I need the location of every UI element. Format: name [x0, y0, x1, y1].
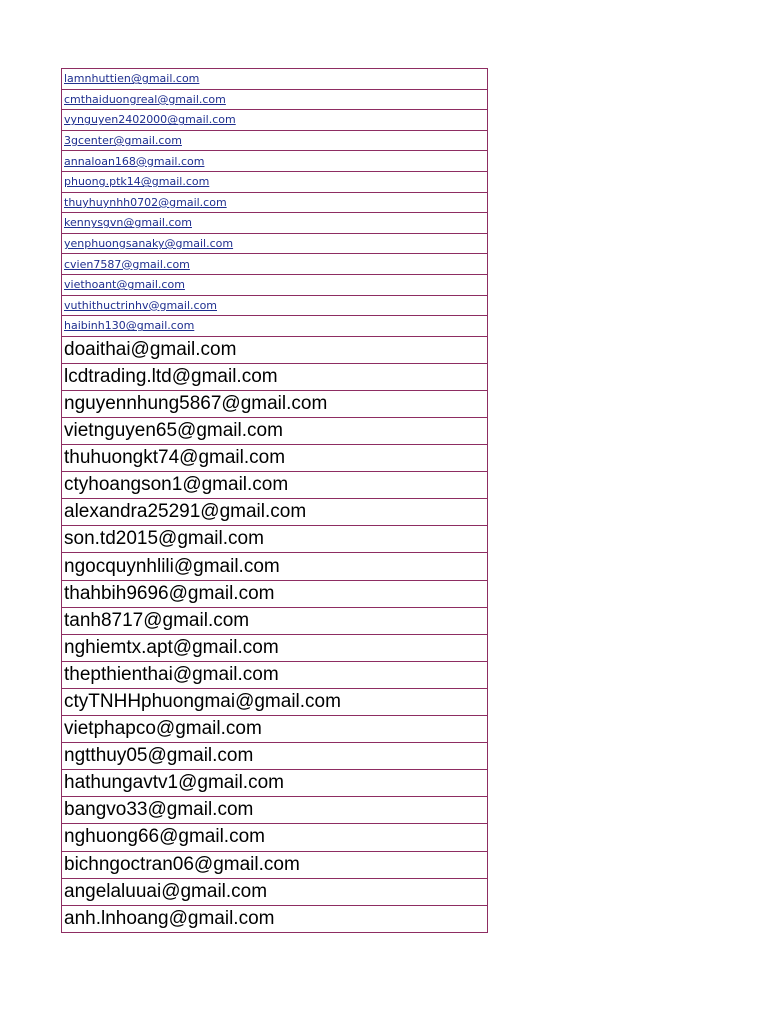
email-link[interactable]: thuyhuynhh0702@gmail.com — [64, 195, 227, 209]
table-row — [62, 130, 488, 151]
email-link[interactable]: viethoant@gmail.com — [64, 278, 185, 292]
table-row — [62, 743, 488, 770]
email-cell: alexandra25291@gmail.com — [62, 499, 488, 526]
table-row — [62, 472, 488, 499]
email-cell — [62, 192, 488, 213]
email-link[interactable]: annaloan168@gmail.com — [64, 154, 205, 168]
table-row — [62, 254, 488, 275]
email-cell — [62, 274, 488, 295]
table-row — [62, 445, 488, 472]
email-cell: ngtthuy05@gmail.com — [62, 743, 488, 770]
email-link[interactable]: vynguyen2402000@gmail.com — [64, 113, 236, 127]
email-cell — [62, 110, 488, 131]
table-row — [62, 634, 488, 661]
email-cell: thahbih9696@gmail.com — [62, 580, 488, 607]
table-row — [62, 607, 488, 634]
table-row — [62, 661, 488, 688]
email-cell — [62, 130, 488, 151]
table-row — [62, 274, 488, 295]
table-row — [62, 69, 488, 90]
email-cell: ctyhoangson1@gmail.com — [62, 472, 488, 499]
email-cell: tanh8717@gmail.com — [62, 607, 488, 634]
email-cell: son.td2015@gmail.com — [62, 526, 488, 553]
table-row — [62, 390, 488, 417]
table-row — [62, 363, 488, 390]
table-row — [62, 233, 488, 254]
email-link[interactable]: haibinh130@gmail.com — [64, 319, 195, 333]
email-link[interactable]: vuthithuctrinhv@gmail.com — [64, 298, 218, 312]
table-row — [62, 171, 488, 192]
email-link[interactable]: phuong.ptk14@gmail.com — [64, 175, 210, 189]
table-row — [62, 824, 488, 851]
table-row — [62, 851, 488, 878]
email-cell: lcdtrading.ltd@gmail.com — [62, 363, 488, 390]
table-row — [62, 295, 488, 316]
email-cell — [62, 69, 488, 90]
table-row — [62, 580, 488, 607]
email-link[interactable]: yenphuongsanaky@gmail.com — [64, 237, 234, 251]
table-row — [62, 716, 488, 743]
email-cell: nghiemtx.apt@gmail.com — [62, 634, 488, 661]
email-cell: angelaluuai@gmail.com — [62, 878, 488, 905]
email-cell: thuhuongkt74@gmail.com — [62, 445, 488, 472]
table-row — [62, 526, 488, 553]
table-row — [62, 905, 488, 932]
table-row — [62, 336, 488, 363]
email-cell — [62, 171, 488, 192]
email-link[interactable]: lamnhuttien@gmail.com — [64, 72, 200, 86]
email-cell: vietnguyen65@gmail.com — [62, 418, 488, 445]
email-cell: bangvo33@gmail.com — [62, 797, 488, 824]
table-row — [62, 418, 488, 445]
email-link[interactable]: 3gcenter@gmail.com — [64, 134, 182, 148]
email-cell: vietphapco@gmail.com — [62, 716, 488, 743]
table-row — [62, 553, 488, 580]
email-table-body — [62, 69, 488, 933]
email-cell: bichngoctran06@gmail.com — [62, 851, 488, 878]
table-row — [62, 797, 488, 824]
table-row — [62, 110, 488, 131]
email-cell — [62, 89, 488, 110]
email-cell: hathungavtv1@gmail.com — [62, 770, 488, 797]
table-row — [62, 770, 488, 797]
table-row — [62, 192, 488, 213]
email-cell: ngocquynhlili@gmail.com — [62, 553, 488, 580]
email-cell: doaithai@gmail.com — [62, 336, 488, 363]
table-row — [62, 151, 488, 172]
email-cell: nghuong66@gmail.com — [62, 824, 488, 851]
email-cell: ctyTNHHphuongmai@gmail.com — [62, 688, 488, 715]
email-table — [61, 68, 488, 933]
table-row — [62, 878, 488, 905]
email-cell: anh.lnhoang@gmail.com — [62, 905, 488, 932]
email-cell — [62, 233, 488, 254]
email-cell — [62, 254, 488, 275]
email-link[interactable]: kennysgvn@gmail.com — [64, 216, 192, 230]
table-row — [62, 499, 488, 526]
table-row — [62, 316, 488, 337]
email-cell: nguyennhung5867@gmail.com — [62, 390, 488, 417]
table-row — [62, 688, 488, 715]
table-row — [62, 213, 488, 234]
email-link[interactable]: cmthaiduongreal@gmail.com — [64, 92, 226, 106]
email-cell — [62, 316, 488, 337]
email-link[interactable]: cvien7587@gmail.com — [64, 257, 190, 271]
email-cell — [62, 295, 488, 316]
table-row — [62, 89, 488, 110]
email-cell — [62, 213, 488, 234]
email-cell: thepthienthai@gmail.com — [62, 661, 488, 688]
email-cell — [62, 151, 488, 172]
